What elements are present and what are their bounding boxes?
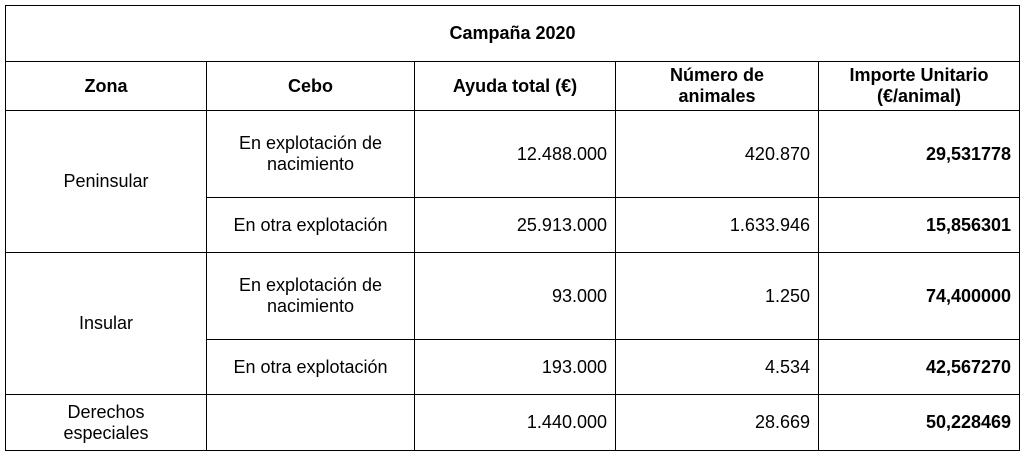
- ayuda-cell: 12.488.000: [415, 111, 616, 198]
- header-importe: Importe Unitario (€/animal): [819, 62, 1020, 111]
- numero-cell: 420.870: [616, 111, 819, 198]
- header-row: [6, 62, 1020, 111]
- table-row: [6, 395, 1020, 451]
- ayuda-cell: 1.440.000: [415, 395, 616, 451]
- numero-cell: 1.633.946: [616, 198, 819, 253]
- cebo-cell: En explotación de nacimiento: [207, 111, 415, 198]
- ayuda-cell: 25.913.000: [415, 198, 616, 253]
- cebo-cell: En otra explotación: [207, 198, 415, 253]
- cebo-cell: [207, 395, 415, 451]
- numero-cell: 1.250: [616, 253, 819, 340]
- importe-cell: 29,531778: [819, 111, 1020, 198]
- numero-cell: 28.669: [616, 395, 819, 451]
- importe-cell: 42,567270: [819, 340, 1020, 395]
- importe-cell: 50,228469: [819, 395, 1020, 451]
- importe-cell: 15,856301: [819, 198, 1020, 253]
- title-row: [6, 6, 1020, 62]
- header-ayuda: Ayuda total (€): [415, 62, 616, 111]
- cebo-cell: En otra explotación: [207, 340, 415, 395]
- zona-cell: Derechos especiales: [6, 395, 207, 451]
- zona-cell: Peninsular: [6, 111, 207, 253]
- ayuda-cell: 193.000: [415, 340, 616, 395]
- ayuda-cell: 93.000: [415, 253, 616, 340]
- aid-table: [5, 5, 1020, 451]
- table-title: Campaña 2020: [6, 6, 1020, 62]
- table-row: [6, 111, 1020, 198]
- numero-cell: 4.534: [616, 340, 819, 395]
- header-cebo: Cebo: [207, 62, 415, 111]
- importe-cell: 74,400000: [819, 253, 1020, 340]
- zona-cell: Insular: [6, 253, 207, 395]
- cebo-cell: En explotación de nacimiento: [207, 253, 415, 340]
- table-row: [6, 253, 1020, 340]
- header-numero: Número de animales: [616, 62, 819, 111]
- header-zona: Zona: [6, 62, 207, 111]
